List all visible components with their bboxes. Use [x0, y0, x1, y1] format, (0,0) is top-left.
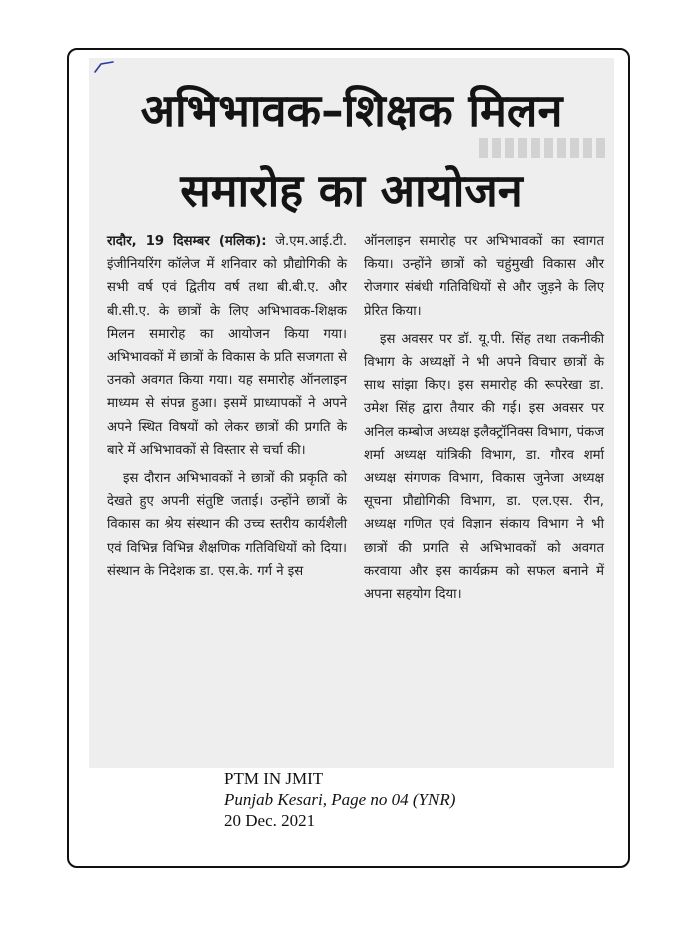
- headline-line-2: समारोह का आयोजन: [180, 164, 523, 217]
- article-column-left: [107, 230, 347, 588]
- article-paragraph: इस दौरान अभिभावकों ने छात्रों की प्रकृति को देखते हुए अपनी संतुष्टि जताई। उन्होंने छात्रों के विकास का श्रेय संस्थान की उच्च स्तरीय कार्यशैली एवं विभिन्न विभिन्न शैक्षणिक गतिविधियों को दिया। संस्थान के निदेशक डा. एस.के. गर्ग ने इस: [107, 471, 347, 579]
- article-column-right: [364, 230, 604, 611]
- caption-title: PTM IN JMIT: [224, 769, 324, 788]
- clipping-caption: [224, 768, 455, 831]
- article-paragraph: [107, 230, 347, 462]
- article-paragraph: इस अवसर पर डॉ. यू.पी. सिंह तथा तकनीकी विभाग के अध्यक्षों ने भी अपने विचार छात्रों के साथ सांझा किए। इस समारोह की रूपरेखा डा. उमेश सिंह द्वारा तैयार की गई। इस अवसर पर अनिल कम्बोज अध्यक्ष इलैक्ट्रॉनिक्स विभाग, पंकज शर्मा अध्यक्ष यांत्रिकी विभाग, डा. गौरव शर्मा अध्यक्ष संगणक विभाग, विकास जुनेजा अध्यक्ष सूचना प्रौद्योगिकी विभाग, डा. एल.एस. रीन, अध्यक्ष गणित एवं विज्ञान संकाय विभाग ने भी छात्रों की प्रगति से अभिभावकों को अवगत करवाया और इस कार्यक्रम को सफल बनाने में अपना सहयोग दिया।: [364, 331, 604, 603]
- paragraph-text: जे.एम.आई.टी. इंजीनियरिंग कॉलेज में शनिवार को प्रौद्योगिकी के सभी वर्ष एवं द्वितीय वर्ष तथा बी.बी.ए. और बी.सी.ए. के छात्रों के लिए अभिभावक-शिक्षक मिलन समारोह का आयोजन किया गया। अभिभावकों में छात्रों के विकास के प्रति सजगता से उनको अवगत किया गया। यह समारोह ऑनलाइन माध्यम से संपन्न हुआ। इसमें प्राध्यापकों ने अपने अपने स्थित विषयों को लेकर छात्रों की प्रगति के बारे में अभिभावकों से विस्तार से चर्चा की।: [107, 234, 348, 458]
- caption-date: 20 Dec. 2021: [224, 811, 316, 830]
- dateline: रादौर, 19 दिसम्बर (मलिक):: [107, 234, 267, 249]
- newspaper-clipping: [89, 58, 614, 768]
- pen-mark-icon: [93, 60, 115, 74]
- bleed-through-text: [479, 138, 609, 158]
- headline-line-1: अभिभावक–शिक्षक मिलन: [140, 84, 563, 137]
- article-paragraph: ऑनलाइन समारोह पर अभिभावकों का स्वागत किया। उन्होंने छात्रों को चहुंमुखी विकास और रोजगार संबंधी गतिविधियों से और जुड़ने के लिए प्रेरित किया।: [364, 234, 604, 319]
- caption-publication: Punjab Kesari, Page no 04 (YNR): [224, 790, 456, 809]
